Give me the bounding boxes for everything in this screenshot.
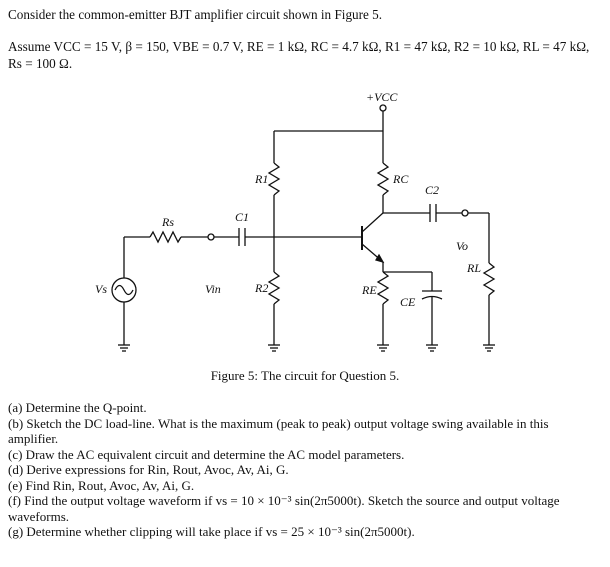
rc-label: RC [393,172,409,186]
question-d: (d) Derive expressions for Rin, Rout, Avoc, Av, Ai, G. [8,462,289,477]
question-a: (a) Determine the Q-point. [8,400,147,415]
vo-label: Vo [456,239,468,253]
sine-symbol [115,286,133,295]
question-f: (f) Find the output voltage waveform if vs = 10 × 10⁻³ sin(2π5000t). Sketch the source and output voltage waveforms. [8,493,560,524]
vs-label: Vs [95,282,107,296]
given-values: Assume VCC = 15 V, β = 150, VBE = 0.7 V, RE = 1 kΩ, RC = 4.7 kΩ, R1 = 47 kΩ, R2 = 10 kΩ, RL = 47 kΩ, Rs = 100 Ω. [8,39,590,71]
c1-label: C1 [235,210,250,224]
r2-label: R2 [255,281,269,295]
ground-symbols [118,345,495,351]
question-list [8,400,596,540]
re-label: RE [362,283,377,297]
problem-intro: Consider the common-emitter BJT amplifier circuit shown in Figure 5. [8,7,383,22]
re-resistor [378,272,388,304]
vin-terminal [208,234,214,240]
c2-label: C2 [425,183,440,197]
r1-label: R1 [255,172,269,186]
r1-resistor [269,163,279,195]
question-b: (b) Sketch the DC load-line. What is the maximum (peak to peak) output voltage swing available in this amplifier. [8,415,549,446]
rc-resistor [378,163,388,195]
vcc-terminal [380,105,386,111]
rl-resistor [484,263,494,295]
vo-terminal-top [462,210,468,216]
question-g: (g) Determine whether clipping will take place if vs = 25 × 10⁻³ sin(2π5000t). [8,524,415,539]
rl-label: RL [467,261,482,275]
vin-label: Vin [205,282,221,296]
r2-resistor [269,272,279,304]
question-e: (e) Find Rin, Rout, Avoc, Av, Ai, G. [8,477,195,493]
rs-resistor [150,232,181,242]
question-c: (c) Draw the AC equivalent circuit and determine the AC model parameters. [8,446,405,462]
figure-caption: Figure 5: The circuit for Question 5. [210,368,400,383]
ce-label: CE [400,295,416,309]
vcc-label: +VCC [366,90,398,104]
rs-label: Rs [162,215,174,229]
